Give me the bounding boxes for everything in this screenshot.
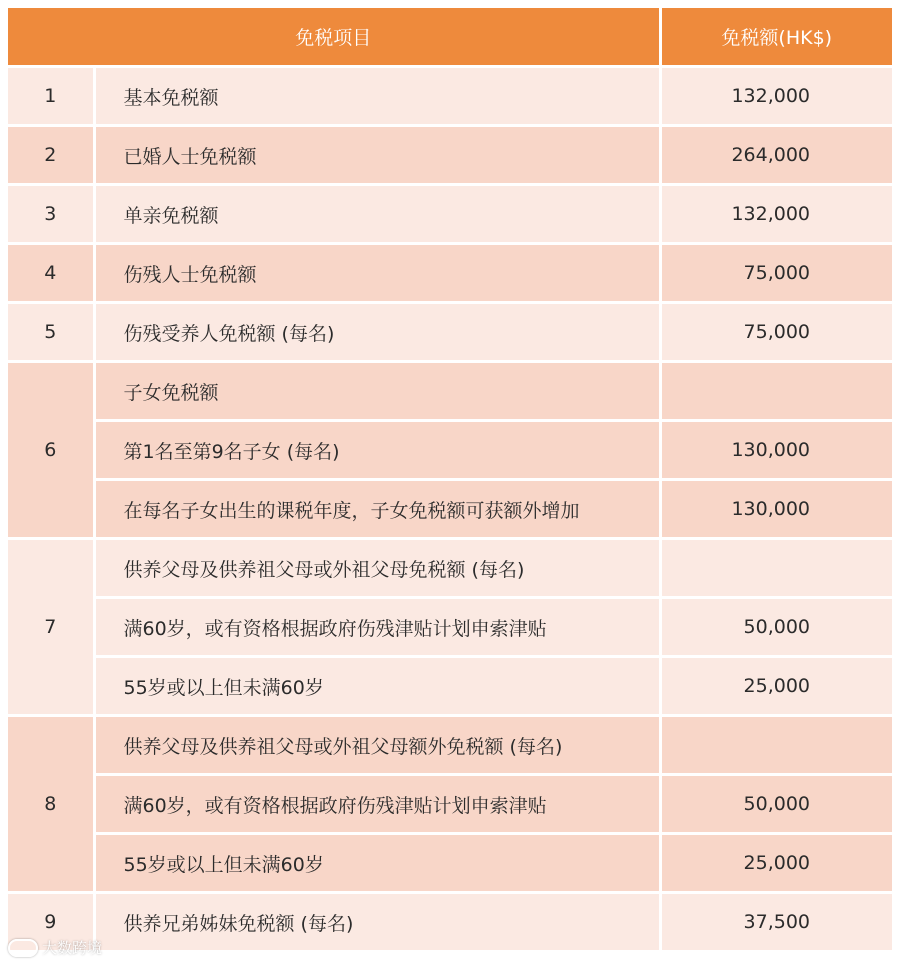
row-amount: 132,000: [660, 67, 892, 126]
group-title-row: [8, 539, 892, 598]
row-number: 5: [8, 303, 94, 362]
row-number: 2: [8, 126, 94, 185]
watermark: [8, 937, 102, 958]
table-row: [8, 834, 892, 893]
row-amount-empty: [660, 716, 892, 775]
table-row: [8, 244, 892, 303]
group-title-row: [8, 362, 892, 421]
table-row: [8, 598, 892, 657]
watermark-logo-icon: [8, 939, 38, 957]
row-item: 满60岁，或有资格根据政府伤残津贴计划申索津贴: [94, 598, 660, 657]
row-amount: 130,000: [660, 480, 892, 539]
table-row: [8, 421, 892, 480]
tax-allowance-table-container: [8, 8, 892, 953]
row-amount: 264,000: [660, 126, 892, 185]
row-amount: 25,000: [660, 657, 892, 716]
row-number: 3: [8, 185, 94, 244]
table-header-row: [8, 8, 892, 67]
row-number: 6: [8, 362, 94, 539]
row-number: 8: [8, 716, 94, 893]
row-number: 7: [8, 539, 94, 716]
row-item: 已婚人士免税额: [94, 126, 660, 185]
row-amount: 75,000: [660, 244, 892, 303]
table-row: [8, 303, 892, 362]
row-item: 伤残受养人免税额 (每名): [94, 303, 660, 362]
watermark-text: 大数跨境: [42, 939, 103, 957]
row-amount-empty: [660, 539, 892, 598]
table-row: [8, 657, 892, 716]
row-amount: 50,000: [660, 598, 892, 657]
group-title: 供养父母及供养祖父母或外祖父母免税额 (每名): [94, 539, 660, 598]
row-item: 伤残人士免税额: [94, 244, 660, 303]
group-title: 子女免税额: [94, 362, 660, 421]
table-row: [8, 775, 892, 834]
tax-allowance-table: [8, 8, 892, 953]
row-item: 第1名至第9名子女 (每名): [94, 421, 660, 480]
row-item: 单亲免税额: [94, 185, 660, 244]
table-row: [8, 126, 892, 185]
table-row: [8, 67, 892, 126]
row-item: 供养兄弟姊妹免税额 (每名): [94, 893, 660, 952]
row-amount: 25,000: [660, 834, 892, 893]
row-amount: 130,000: [660, 421, 892, 480]
row-number: 1: [8, 67, 94, 126]
table-row: [8, 480, 892, 539]
row-amount: 50,000: [660, 775, 892, 834]
row-amount: 75,000: [660, 303, 892, 362]
group-title: 供养父母及供养祖父母或外祖父母额外免税额 (每名): [94, 716, 660, 775]
group-title-row: [8, 716, 892, 775]
row-number: 9: [8, 893, 94, 952]
row-item: 满60岁，或有资格根据政府伤残津贴计划申索津贴: [94, 775, 660, 834]
row-item: 在每名子女出生的课税年度，子女免税额可获额外增加: [94, 480, 660, 539]
row-item: 55岁或以上但未满60岁: [94, 657, 660, 716]
table-row: [8, 185, 892, 244]
row-item: 基本免税额: [94, 67, 660, 126]
row-amount: 37,500: [660, 893, 892, 952]
table-row: [8, 893, 892, 952]
header-item: 免税项目: [8, 8, 660, 67]
row-item: 55岁或以上但未满60岁: [94, 834, 660, 893]
header-amount: 免税额(HK$): [660, 8, 892, 67]
row-number: 4: [8, 244, 94, 303]
row-amount: 132,000: [660, 185, 892, 244]
row-amount-empty: [660, 362, 892, 421]
